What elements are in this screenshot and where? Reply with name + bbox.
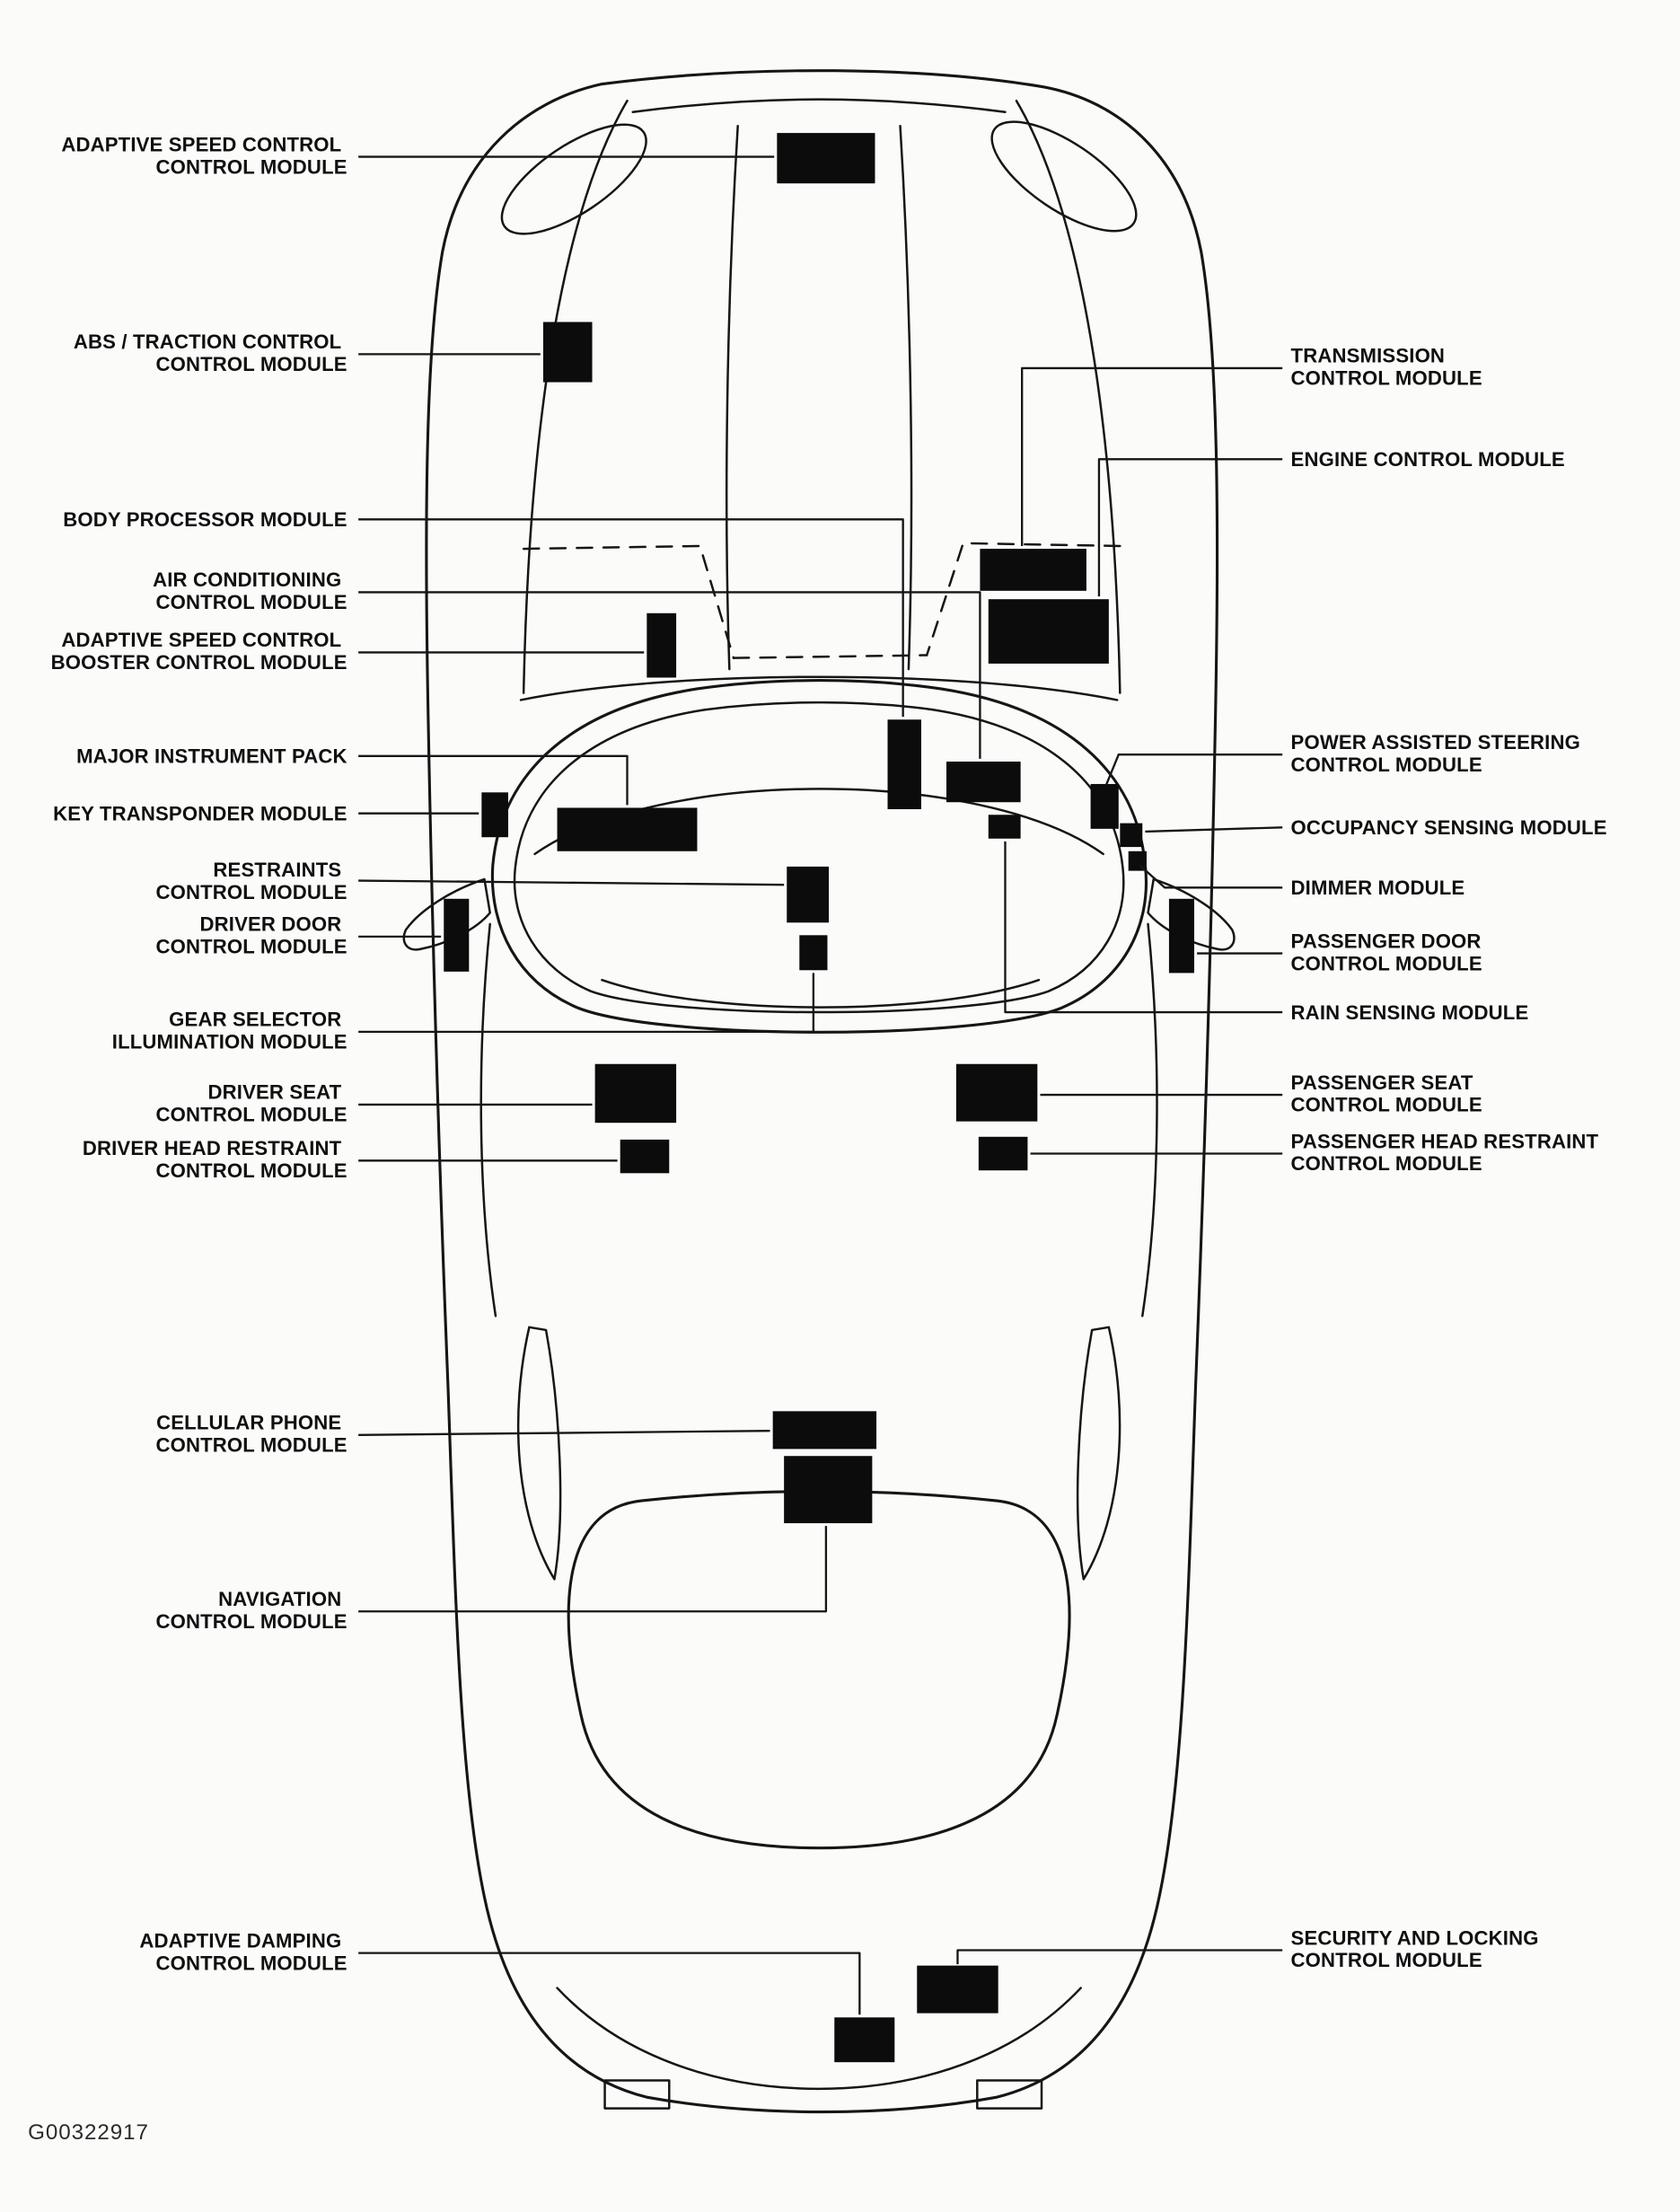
car-top-view-outline — [404, 71, 1235, 2112]
hood-line-center-right — [901, 126, 911, 669]
bulkhead-dashed-bottom — [734, 656, 927, 658]
label-driver-seat-control-module: DRIVER SEAT CONTROL MODULE — [155, 1080, 347, 1126]
labels-left — [51, 133, 347, 1974]
marker-security-and-locking-control-module — [917, 1966, 998, 2014]
cabin-outer-outline — [492, 681, 1146, 1033]
marker-key-transponder-module — [481, 792, 508, 837]
right-door-line — [1142, 924, 1157, 1316]
leader-gear-selector-illumination-module — [358, 973, 814, 1031]
leader-engine-control-module — [1099, 459, 1282, 596]
label-passenger-seat-control-module: PASSENGER SEAT CONTROL MODULE — [1290, 1071, 1482, 1116]
label-engine-control-module: ENGINE CONTROL MODULE — [1290, 448, 1565, 471]
label-adaptive-speed-control-booster-control-module: ADAPTIVE SPEED CONTROL BOOSTER CONTROL MODULE — [50, 629, 347, 674]
leader-restraints-control-module — [358, 881, 784, 886]
marker-body-processor-module — [888, 719, 921, 809]
rear-window-line — [602, 980, 1038, 1007]
marker-air-conditioning-control-module — [946, 762, 1021, 802]
label-power-assisted-steering-control-module: POWER ASSISTED STEERING CONTROL MODULE — [1290, 730, 1580, 776]
label-dimmer-module: DIMMER MODULE — [1290, 877, 1465, 900]
bulkhead-dashed-left — [523, 546, 734, 658]
label-adaptive-speed-control-control-module: ADAPTIVE SPEED CONTROL CONTROL MODULE — [61, 133, 347, 179]
label-passenger-door-control-module: PASSENGER DOOR CONTROL MODULE — [1290, 930, 1482, 975]
marker-transmission-control-module — [980, 549, 1086, 591]
marker-driver-seat-control-module — [595, 1064, 676, 1123]
marker-driver-head-restraint-control-module — [620, 1140, 670, 1173]
label-transmission-control-module: TRANSMISSION CONTROL MODULE — [1290, 344, 1482, 390]
label-navigation-control-module: NAVIGATION CONTROL MODULE — [155, 1588, 347, 1633]
label-body-processor-module: BODY PROCESSOR MODULE — [63, 508, 347, 532]
marker-rain-sensing-module — [989, 815, 1021, 839]
label-occupancy-sensing-module: OCCUPANCY SENSING MODULE — [1290, 816, 1607, 840]
label-driver-door-control-module: DRIVER DOOR CONTROL MODULE — [155, 912, 347, 958]
label-key-transponder-module: KEY TRANSPONDER MODULE — [53, 802, 347, 825]
label-abs-traction-control-control-module: ABS / TRACTION CONTROL CONTROL MODULE — [73, 330, 347, 376]
rear-bumper-line — [558, 1988, 1081, 2089]
hood-line-center-left — [726, 126, 737, 669]
leader-cellular-phone-control-module — [358, 1431, 770, 1435]
label-restraints-control-module: RESTRAINTS CONTROL MODULE — [155, 858, 347, 903]
marker-driver-door-control-module — [444, 899, 469, 972]
marker-major-instrument-pack — [558, 807, 698, 850]
marker-occupancy-sensing-module — [1120, 824, 1142, 848]
marker-adaptive-damping-control-module — [834, 2017, 894, 2062]
label-security-and-locking-control-module: SECURITY AND LOCKING CONTROL MODULE — [1290, 1926, 1539, 1972]
labels-right — [1291, 345, 1607, 1971]
figure-id-text: G00322917 — [28, 2119, 149, 2145]
marker-abs-traction-control-control-module — [543, 322, 593, 383]
leader-adaptive-damping-control-module — [358, 1953, 859, 2015]
module-markers — [444, 133, 1194, 2062]
label-rain-sensing-module: RAIN SENSING MODULE — [1290, 1000, 1529, 1024]
leader-body-processor-module — [358, 519, 903, 717]
leader-security-and-locking-control-module — [957, 1950, 1282, 1964]
marker-gear-selector-illumination-module — [799, 935, 827, 970]
right-quarter-vent — [1077, 1327, 1120, 1580]
marker-restraints-control-module — [787, 867, 829, 922]
marker-passenger-head-restraint-control-module — [979, 1137, 1028, 1170]
marker-cellular-phone-control-module — [773, 1411, 876, 1449]
label-driver-head-restraint-control-module: DRIVER HEAD RESTRAINT CONTROL MODULE — [82, 1137, 347, 1183]
marker-engine-control-module — [989, 599, 1109, 664]
leader-lines — [358, 157, 1282, 2015]
leader-transmission-control-module — [1022, 368, 1282, 546]
label-cellular-phone-control-module: CELLULAR PHONE CONTROL MODULE — [155, 1411, 347, 1457]
marker-adaptive-speed-control-control-module — [777, 133, 875, 183]
label-adaptive-damping-control-module: ADAPTIVE DAMPING CONTROL MODULE — [139, 1929, 347, 1975]
marker-power-assisted-steering-control-module — [1091, 784, 1119, 829]
left-door-line — [481, 924, 496, 1316]
hood-line-left-outer — [523, 101, 627, 692]
marker-passenger-seat-control-module — [956, 1064, 1037, 1122]
label-air-conditioning-control-module: AIR CONDITIONING CONTROL MODULE — [153, 568, 347, 614]
leader-power-assisted-steering-control-module — [1106, 754, 1282, 785]
marker-passenger-door-control-module — [1169, 899, 1194, 974]
marker-navigation-control-module — [784, 1456, 872, 1523]
leader-navigation-control-module — [358, 1526, 826, 1611]
label-major-instrument-pack: MAJOR INSTRUMENT PACK — [76, 745, 347, 768]
left-quarter-vent — [518, 1327, 560, 1580]
front-bumper-line — [633, 100, 1006, 112]
label-passenger-head-restraint-control-module: PASSENGER HEAD RESTRAINT CONTROL MODULE — [1290, 1130, 1599, 1176]
rear-deck-outline — [568, 1492, 1069, 1848]
label-gear-selector-illumination-module: GEAR SELECTOR ILLUMINATION MODULE — [111, 1008, 347, 1053]
marker-adaptive-speed-control-booster-control-module — [646, 613, 676, 678]
